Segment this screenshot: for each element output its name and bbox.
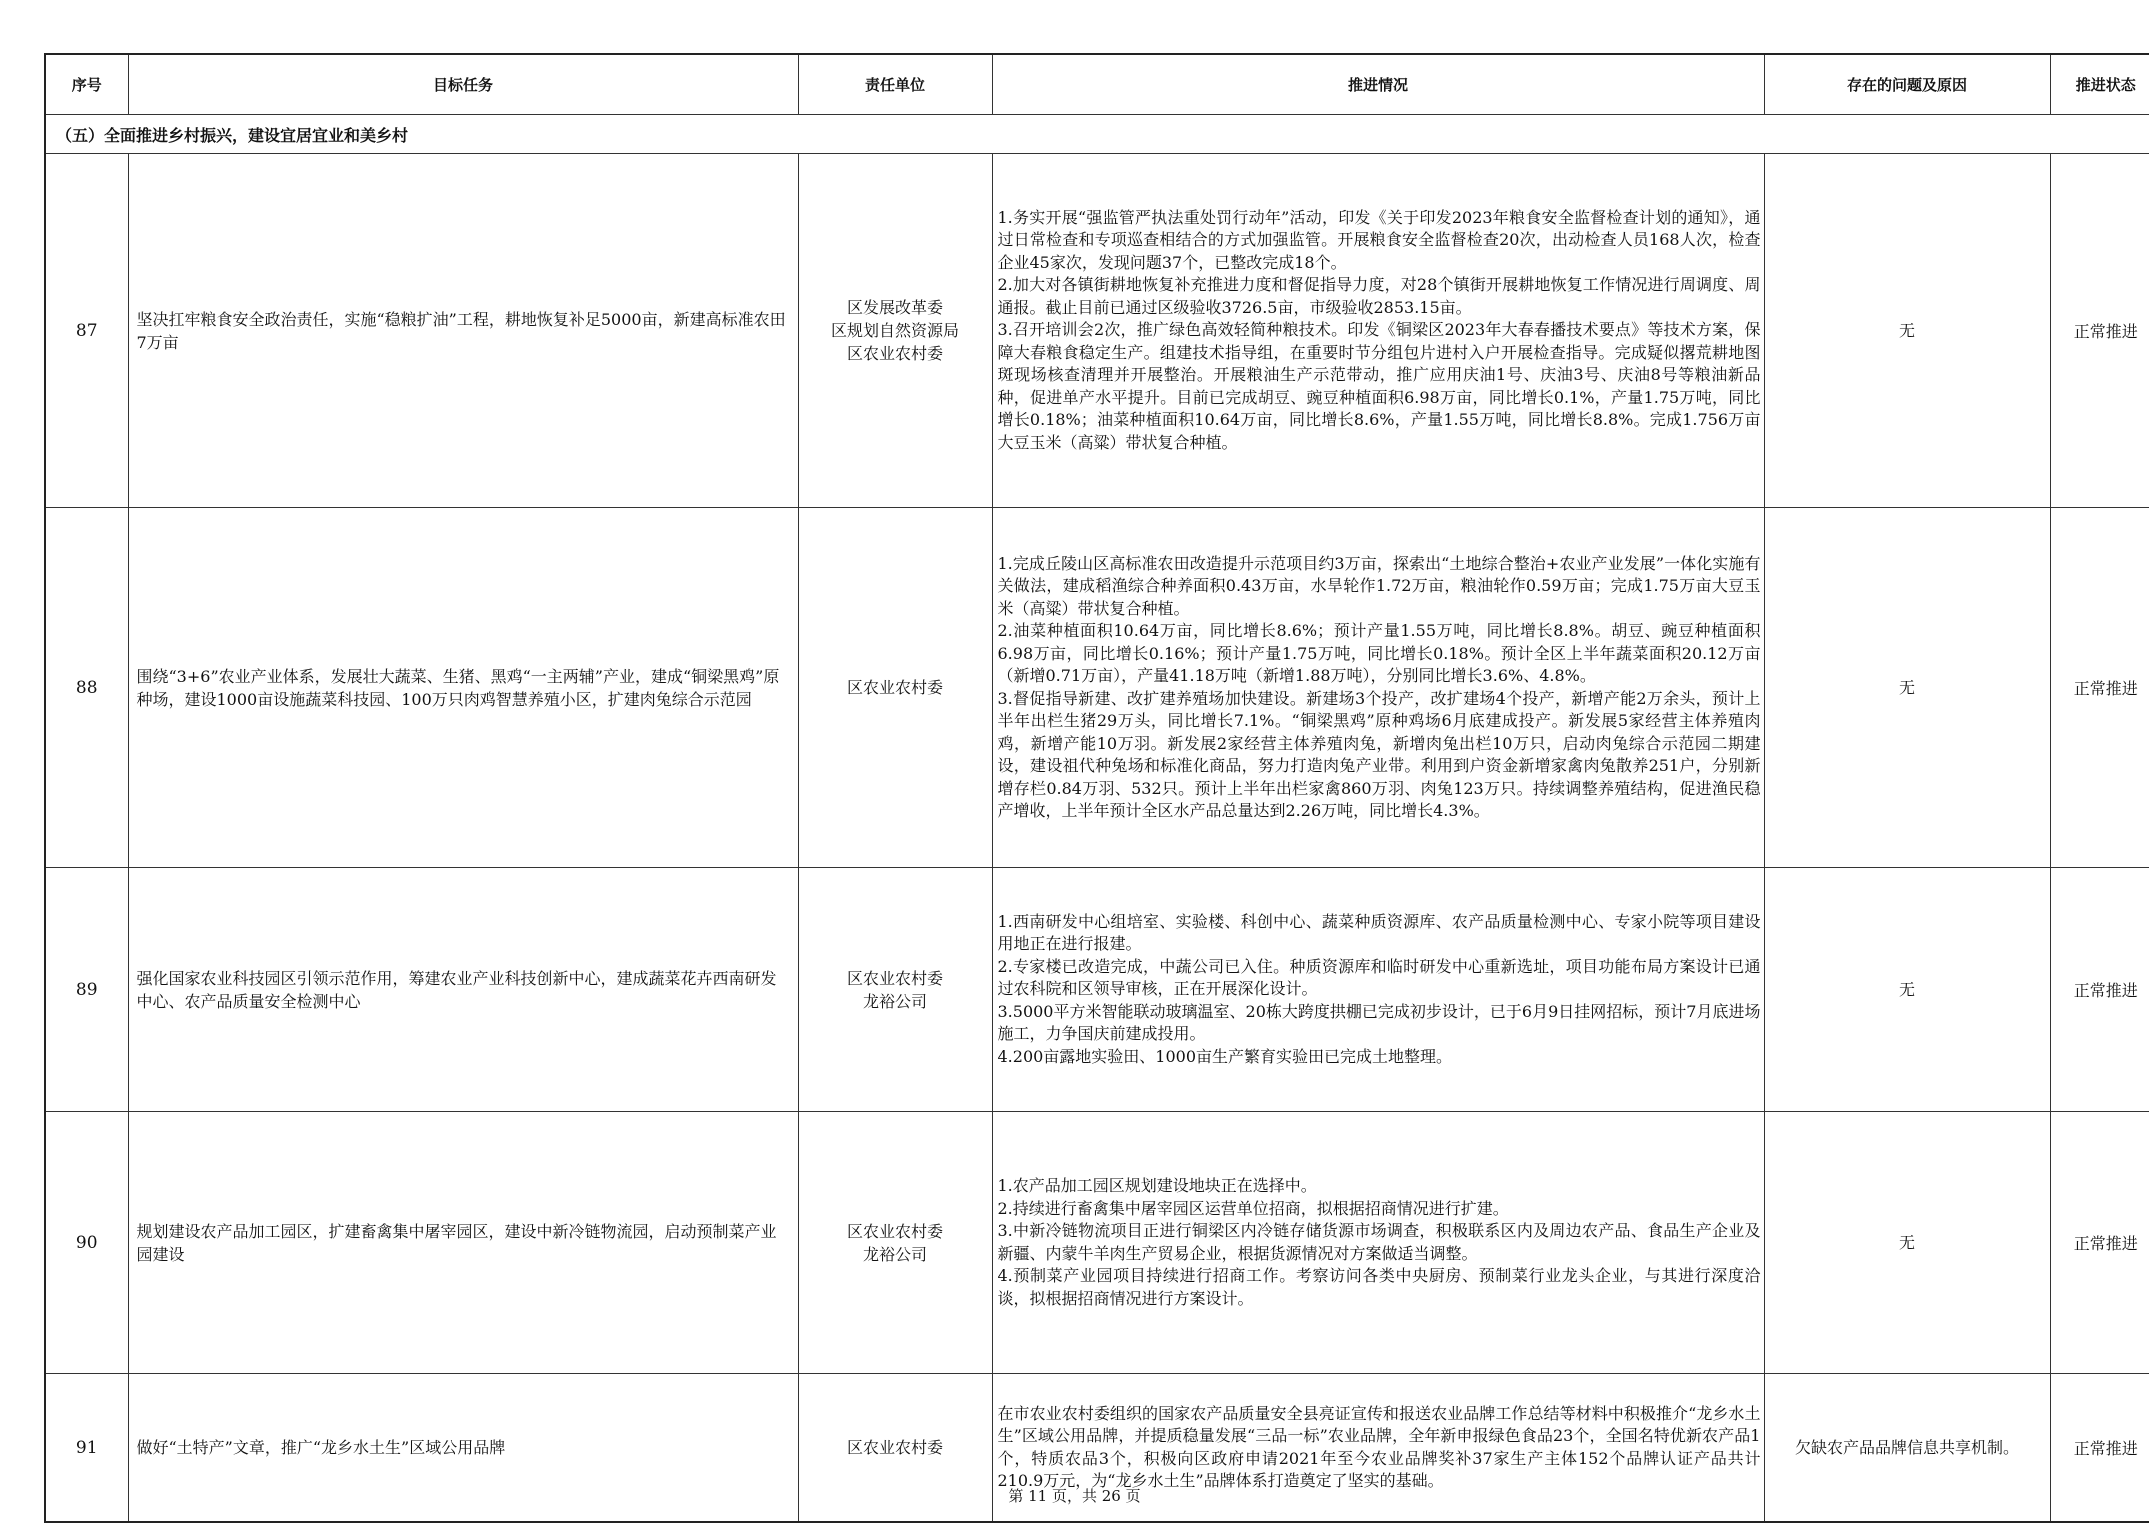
row-issues: 无 (1764, 868, 2050, 1112)
table-row (45, 508, 2149, 868)
progress-item: 2.加大对各镇街耕地恢复补充推进力度和督促指导力度，对28个镇街开展耕地恢复工作情况进行周调度、周通报。截止目前已通过区级验收3726.5亩，市级验收2853.15亩。 (997, 275, 1761, 317)
table-row (45, 154, 2149, 508)
task-progress-table (44, 53, 2149, 1523)
progress-item: 1.务实开展“强监管严执法重处罚行动年”活动，印发《关于印发2023年粮食安全监督检查计划的通知》，通过日常检查和专项巡查相结合的方式加强监管。开展粮食安全监督检查20次，出动检查人员168人次，检查企业45家次，发现问题37个，已整改完成18个。 (997, 207, 1761, 272)
progress-item: 3.召开培训会2次，推广绿色高效轻简种粮技术。印发《铜梁区2023年大春春播技术要点》等技术方案，保障大春粮食稳定生产。组建技术指导组，在重要时节分组包片进村入户开展检查指导。完成疑似撂荒耕地图斑现场核查清理并开展整治。开展粮油生产示范带动，推广应用庆油1号、庆油3号、庆油8号等粮油新品种，促进单产水平提升。目前已完成胡豆、豌豆种植面积6.98万亩，同比增长0.1%，产量1.75万吨，同比增长0.18%；油菜种植面积10.64万亩，同比增长8.6%，产量1.55万吨，同比增长8.8%。完成1.756万亩大豆玉米（高粱）带状复合种植。 (997, 320, 1761, 452)
progress-item: 在市农业农村委组织的国家农产品质量安全县亮证宣传和报送农业品牌工作总结等材料中积极推介“龙乡水土生”区域公用品牌，并提质稳量发展“三品一标”农业品牌，全年新申报绿色食品23个，全国名特优新农产品1个，特质农品3个，积极向区政府申请2021年至今农业品牌奖补37家生产主体152个品牌认证产品共计210.9万元，为“龙乡水土生”品牌体系打造奠定了坚实的基础。 (997, 1403, 1761, 1490)
progress-item: 4.200亩露地实验田、1000亩生产繁育实验田已完成土地整理。 (997, 1046, 1453, 1066)
row-status: 正常推进 (2050, 508, 2149, 868)
row-seq: 88 (45, 508, 128, 868)
unit-line: 区农业农村委 (846, 678, 943, 697)
progress-item: 2.油菜种植面积10.64万亩，同比增长8.6%；预计产量1.55万吨，同比增长8.8%。胡豆、豌豆种植面积6.98万亩，同比增长0.16%；预计产量1.75万吨，同比增长0.18%。预计全区上半年蔬菜面积20.12万亩（新增0.71万亩），产量41.18万吨（新增1.88万吨），分别同比增长3.6%、4.8%。 (997, 621, 1761, 685)
unit-line: 区农业农村委 (846, 1438, 943, 1457)
section-row (45, 115, 2149, 154)
section-title: （五）全面推进乡村振兴，建设宜居宜业和美乡村 (45, 115, 2149, 154)
row-seq: 91 (45, 1374, 128, 1523)
header-status: 推进状态 (2050, 54, 2149, 115)
row-unit (798, 1112, 992, 1374)
progress-item: 2.专家楼已改造完成，中蔬公司已入住。种质资源库和临时研发中心重新选址，项目功能布局方案设计已通过农科院和区领导审核，正在开展深化设计。 (997, 956, 1761, 999)
row-progress (992, 1112, 1764, 1374)
unit-line: 区农业农村委 (846, 344, 943, 363)
row-unit (798, 868, 992, 1112)
header-seq: 序号 (45, 54, 128, 115)
row-status: 正常推进 (2050, 154, 2149, 508)
row-seq: 90 (45, 1112, 128, 1374)
row-progress (992, 868, 1764, 1112)
progress-item: 3.中新冷链物流项目正进行铜梁区内冷链存储货源市场调查，积极联系区内及周边农产品、食品生产企业及新疆、内蒙牛羊肉生产贸易企业，根据货源情况对方案做适当调整。 (997, 1221, 1761, 1263)
header-task: 目标任务 (128, 54, 798, 115)
header-unit: 责任单位 (798, 54, 992, 115)
header-issues: 存在的问题及原因 (1764, 54, 2050, 115)
row-issues: 欠缺农产品品牌信息共享机制。 (1764, 1374, 2050, 1523)
table-row (45, 1112, 2149, 1374)
progress-item: 1.农产品加工园区规划建设地块正在选择中。 (997, 1176, 1317, 1195)
progress-item: 4.预制菜产业园项目持续进行招商工作。考察访问各类中央厨房、预制菜行业龙头企业，与其进行深度洽谈，拟根据招商情况进行方案设计。 (997, 1266, 1761, 1308)
unit-line: 龙裕公司 (862, 991, 927, 1011)
row-issues: 无 (1764, 508, 2050, 868)
row-task: 坚决扛牢粮食安全政治责任，实施“稳粮扩油”工程，耕地恢复补足5000亩，新建高标准农田7万亩 (128, 154, 798, 508)
progress-item: 3.5000平方米智能联动玻璃温室、20栋大跨度拱棚已完成初步设计，已于6月9日挂网招标，预计7月底进场施工，力争国庆前建成投用。 (997, 1001, 1761, 1044)
row-status: 正常推进 (2050, 868, 2149, 1112)
header-progress: 推进情况 (992, 54, 1764, 115)
unit-line: 区发展改革委 (846, 298, 943, 317)
row-task: 做好“土特产”文章，推广“龙乡水土生”区域公用品牌 (128, 1374, 798, 1523)
row-status: 正常推进 (2050, 1112, 2149, 1374)
row-seq: 87 (45, 154, 128, 508)
row-status: 正常推进 (2050, 1374, 2149, 1523)
row-issues: 无 (1764, 1112, 2050, 1374)
row-progress (992, 508, 1764, 868)
unit-line: 龙裕公司 (862, 1244, 927, 1264)
progress-item: 1.西南研发中心组培室、实验楼、科创中心、蔬菜种质资源库、农产品质量检测中心、专家小院等项目建设用地正在进行报建。 (997, 911, 1761, 954)
unit-line: 区规划自然资源局 (830, 321, 959, 340)
progress-item: 3.督促指导新建、改扩建养殖场加快建设。新建场3个投产，改扩建场4个投产，新增产能2万余头，预计上半年出栏生猪29万头，同比增长7.1%。“铜梁黑鸡”原种鸡场6月底建成投产。新发展5家经营主体养殖肉鸡，新增产能10万羽。新发展2家经营主体养殖肉兔，新增肉兔出栏10万只，启动肉兔综合示范园二期建设，建设祖代种兔场和标准化商品，努力打造肉兔产业带。利用到户资金新增家禽肉兔散养251户，分别新增存栏0.84万羽、532只。预计上半年出栏家禽860万羽、肉兔123万只。持续调整养殖结构，促进渔民稳产增收，上半年预计全区水产品总量达到2.26万吨，同比增长4.3%。 (997, 688, 1761, 820)
row-task: 规划建设农产品加工园区，扩建畜禽集中屠宰园区，建设中新冷链物流园，启动预制菜产业园建设 (128, 1112, 798, 1374)
row-unit (798, 508, 992, 868)
document-sheet (44, 53, 2149, 1523)
progress-item: 2.持续进行畜禽集中屠宰园区运营单位招商，拟根据招商情况进行扩建。 (997, 1198, 1509, 1218)
table-row (45, 868, 2149, 1112)
progress-item: 1.完成丘陵山区高标准农田改造提升示范项目约3万亩，探索出“土地综合整治+农业产业发展”一体化实施有关做法，建成稻渔综合种养面积0.43万亩，水旱轮作1.72万亩，粮油轮作0.59万亩；完成1.75万亩大豆玉米（高粱）带状复合种植。 (997, 553, 1761, 618)
row-task: 围绕“3+6”农业产业体系，发展壮大蔬菜、生猪、黑鸡“一主两辅”产业，建成“铜梁黑鸡”原种场，建设1000亩设施蔬菜科技园、100万只肉鸡智慧养殖小区，扩建肉兔综合示范园 (128, 508, 798, 868)
row-seq: 89 (45, 868, 128, 1112)
row-issues: 无 (1764, 154, 2050, 508)
page-footer: 第 11 页，共 26 页 (1008, 1487, 1141, 1505)
unit-line: 区农业农村委 (846, 968, 943, 988)
unit-line: 区农业农村委 (846, 1221, 943, 1241)
row-progress (992, 154, 1764, 508)
table-header-row (45, 54, 2149, 115)
row-task: 强化国家农业科技园区引领示范作用，筹建农业产业科技创新中心，建成蔬菜花卉西南研发中心、农产品质量安全检测中心 (128, 868, 798, 1112)
row-unit (798, 154, 992, 508)
